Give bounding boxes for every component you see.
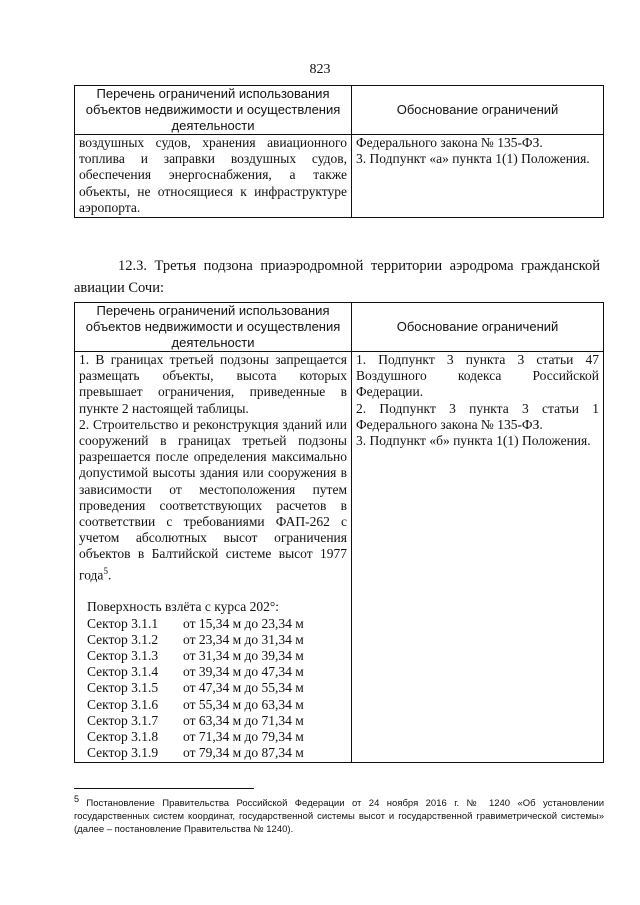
sector-row xyxy=(79,648,347,664)
sector-row xyxy=(79,713,347,729)
sector-list xyxy=(79,616,347,762)
footnote-reference: 5 xyxy=(103,565,108,576)
column-header-restrictions: Перечень ограничений использования объектов недвижимости и осуществления деятельности xyxy=(75,86,352,135)
sector-row xyxy=(79,664,347,680)
sector-name: Сектор 3.1.1 xyxy=(87,615,159,631)
footnote-mark: 5 xyxy=(74,794,80,804)
sector-range: от 79,34 м до 87,34 м xyxy=(183,745,304,761)
sector-row xyxy=(79,697,347,713)
sector-name: Сектор 3.1.5 xyxy=(87,680,159,696)
sector-row xyxy=(79,729,347,745)
justification-paragraph-1: 1. Подпункт 3 пункта 3 статьи 47 Воздушного кодекса Российской Федерации. xyxy=(356,352,599,400)
surface-title: Поверхность взлёта с курса 202°: xyxy=(87,599,280,615)
period: . xyxy=(107,567,112,583)
restriction-cell xyxy=(75,352,352,763)
sector-name: Сектор 3.1.7 xyxy=(87,712,159,728)
sector-row xyxy=(79,680,347,696)
sector-row xyxy=(79,632,347,648)
sector-range: от 71,34 м до 79,34 м xyxy=(183,728,304,744)
restriction-cell: воздушных судов, хранения авиационного топлива и заправки воздушных судов, обеспечения энергоснабжения, а также объекты, не относящиеся к инфраструктуре аэропорта. xyxy=(75,135,352,218)
column-header-justification: Обоснование ограничений xyxy=(352,86,604,135)
table-header-row xyxy=(75,303,604,352)
sector-range: от 39,34 м до 47,34 м xyxy=(183,664,304,680)
page-number: 823 xyxy=(309,62,331,77)
sector-range: от 55,34 м до 63,34 м xyxy=(183,696,304,712)
restriction-paragraph-1: 1. В границах третьей подзоны запрещается размещать объекты, высота которых превышает ограничения, приведенные в пункте 2 настоящей таблицы. xyxy=(79,352,347,416)
justification-line: 3. Подпункт «а» пункта 1(1) Положения. xyxy=(356,151,590,167)
sector-name: Сектор 3.1.2 xyxy=(87,631,159,647)
justification-paragraph-2: 2. Подпункт 3 пункта 3 статьи 1 Федерального закона № 135-ФЗ. xyxy=(356,400,599,432)
justification-line: Федерального закона № 135-ФЗ. xyxy=(356,135,543,150)
sector-range: от 23,34 м до 31,34 м xyxy=(183,631,304,647)
table-row xyxy=(75,135,604,218)
sector-name: Сектор 3.1.3 xyxy=(87,647,159,663)
column-header-restrictions: Перечень ограничений использования объектов недвижимости и осуществления деятельности xyxy=(75,303,352,352)
justification-cell xyxy=(352,135,604,218)
column-header-justification: Обоснование ограничений xyxy=(352,303,604,352)
sector-range: от 47,34 м до 55,34 м xyxy=(183,680,304,696)
sector-range: от 63,34 м до 71,34 м xyxy=(183,712,304,728)
table-row xyxy=(75,352,604,763)
footnote-text: Постановление Правительства Российской Федерации от 24 ноября 2016 г. № 1240 «Об установлении государственных систем координат, государственной системы высот и государственной гравиметрической системы» (далее – постановление Правительства № 1240). xyxy=(74,798,604,836)
table-header-row xyxy=(75,86,604,135)
footnote-divider xyxy=(74,788,254,789)
restriction-paragraph-2 xyxy=(79,417,347,584)
restriction-paragraph-2-text: 2. Строительство и реконструкция зданий или сооружений в границах третьей подзоны разрешается после определения максимально допустимой высоты здания или сооружения в зависимости от местоположения путем проведения соответствующих расчетов в соответствии с требованиями ФАП-262 с учетом абсолютных высот ограничения объектов в Балтийской системе высот 1977 года xyxy=(79,416,347,583)
sector-name: Сектор 3.1.6 xyxy=(87,696,159,712)
footnote xyxy=(74,793,604,836)
justification-cell xyxy=(352,352,604,763)
sector-name: Сектор 3.1.9 xyxy=(87,745,159,761)
sector-row xyxy=(79,745,347,761)
section-heading: 12.3. Третья подзона приаэродромной территории аэродрома гражданской xyxy=(118,258,600,274)
sector-name: Сектор 3.1.4 xyxy=(87,664,159,680)
section-heading-continued: авиации Сочи: xyxy=(74,280,165,296)
sector-name: Сектор 3.1.8 xyxy=(87,728,159,744)
restrictions-table-continued xyxy=(74,85,604,218)
sector-row xyxy=(79,616,347,632)
justification-paragraph-3: 3. Подпункт «б» пункта 1(1) Положения. xyxy=(356,433,591,449)
third-subzone-table xyxy=(74,302,604,763)
sector-range: от 15,34 м до 23,34 м xyxy=(183,615,304,631)
sector-range: от 31,34 м до 39,34 м xyxy=(183,647,304,663)
